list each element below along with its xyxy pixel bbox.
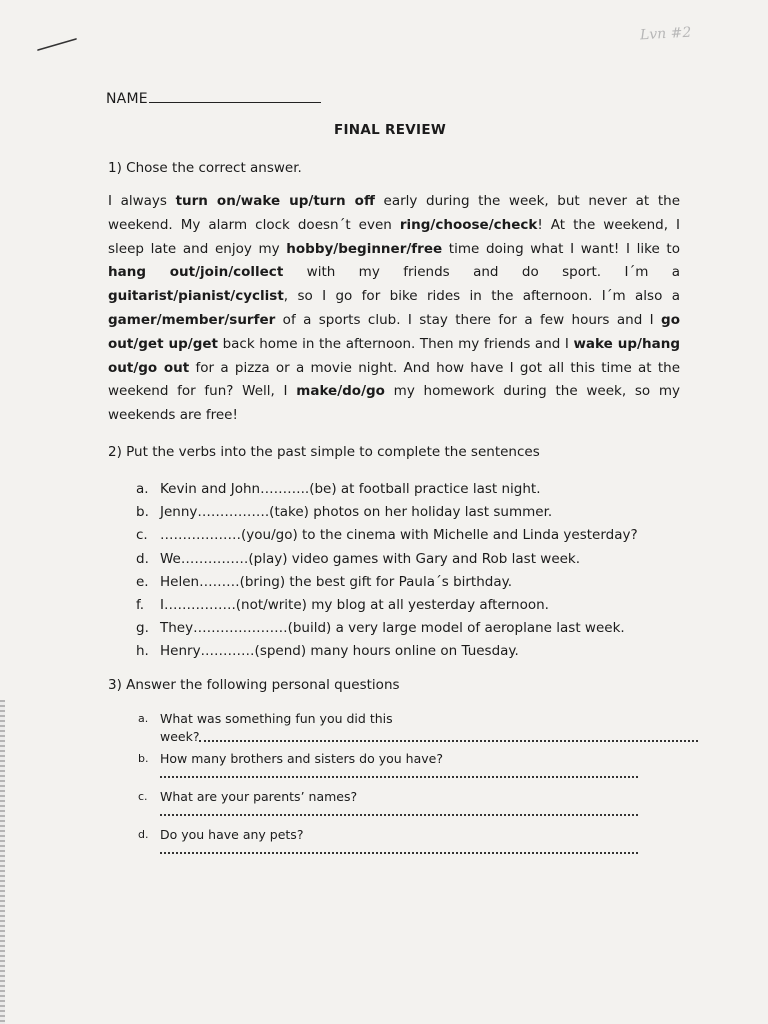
exercise-item — [136, 571, 638, 594]
item-sentence[interactable]: Henry…………(spend) many hours online on Tuesday. — [160, 643, 519, 660]
item-letter: c. — [136, 527, 148, 544]
name-blank-line[interactable] — [149, 90, 321, 103]
section3-heading: 3) Answer the following personal questions — [108, 677, 400, 693]
choice-option[interactable]: ring/choose/check — [399, 216, 538, 233]
choice-option[interactable]: make/do/go — [296, 383, 385, 400]
item-letter: d. — [136, 550, 149, 567]
section1-heading: 1) Chose the correct answer. — [108, 160, 302, 176]
section2-list — [136, 478, 638, 664]
choice-option[interactable]: guitarist/pianist/cyclist — [108, 288, 284, 305]
exercise-item — [136, 501, 638, 524]
exercise-item — [136, 478, 638, 501]
item-sentence[interactable]: Helen………(bring) the best gift for Paula´s birthday. — [160, 573, 512, 590]
question-item — [138, 710, 698, 750]
paragraph-text: time doing what I want! I like to — [442, 240, 680, 257]
paragraph-text: ! At the weekend, I sleep late and enjoy my — [108, 216, 681, 257]
question-letter: c. — [138, 790, 148, 803]
page-title: FINAL REVIEW — [333, 122, 447, 138]
item-letter: h. — [136, 643, 149, 660]
choice-option[interactable]: go out/get up/get — [108, 311, 680, 352]
question-item — [138, 788, 698, 826]
exercise-item — [136, 594, 638, 617]
paragraph-text: my homework during the week, so my weekends are free! — [108, 383, 680, 424]
pencil-stroke-mark — [36, 36, 80, 54]
question-text: What are your parents’ names? — [160, 789, 358, 804]
paragraph-text: back home in the afternoon. Then my friends and I — [218, 335, 574, 352]
paragraph-text: for a pizza or a movie night. And how have I got all this time at the weekend for fun? Well, I — [108, 359, 681, 400]
exercise-item — [136, 524, 638, 547]
exercise-item — [136, 548, 638, 571]
item-letter: b. — [136, 504, 149, 521]
answer-line[interactable] — [160, 844, 638, 854]
binding-edge — [0, 700, 5, 1024]
answer-line[interactable] — [199, 740, 698, 742]
question-item — [138, 750, 698, 788]
item-letter: a. — [136, 481, 149, 497]
choice-option[interactable]: turn on/wake up/turn off — [175, 193, 375, 209]
section2-heading: 2) Put the verbs into the past simple to complete the sentences — [108, 444, 540, 460]
item-letter: e. — [136, 573, 149, 590]
paragraph-text: early during the week, but never at the weekend. My alarm clock doesn´t even — [108, 193, 680, 233]
question-letter: a. — [138, 712, 149, 725]
choice-option[interactable]: gamer/member/surfer — [108, 311, 276, 328]
question-text: How many brothers and sisters do you have? — [160, 751, 443, 766]
name-label: NAME — [106, 91, 148, 107]
section3-list — [138, 710, 698, 864]
answer-line[interactable] — [160, 768, 638, 778]
answer-line[interactable] — [160, 806, 638, 816]
item-sentence[interactable]: I…………….(not/write) my blog at all yesterday afternoon. — [160, 597, 549, 614]
item-sentence[interactable]: Jenny…………….(take) photos on her holiday last summer. — [160, 504, 553, 521]
question-text: What was something fun you did this — [160, 711, 393, 726]
choice-option[interactable]: hang out/join/collect — [108, 264, 284, 281]
exercise-item — [136, 617, 638, 640]
question-text-continued: week? — [160, 729, 200, 744]
exercise-item — [136, 640, 638, 663]
item-sentence[interactable]: They…………………(build) a very large model of aeroplane last week. — [160, 620, 625, 637]
paragraph-text: of a sports club. I stay there for a few hours and I — [275, 311, 662, 328]
item-sentence[interactable]: ………………(you/go) to the cinema with Michelle and Linda yesterday? — [160, 527, 638, 544]
choice-option[interactable]: hobby/beginner/free — [286, 240, 443, 257]
item-letter: g. — [136, 620, 149, 637]
pencil-corner-note: Lvn #2 — [639, 24, 692, 44]
question-item — [138, 826, 698, 864]
item-sentence[interactable]: We……………(play) video games with Gary and Rob last week. — [160, 550, 581, 567]
name-field[interactable] — [106, 90, 321, 107]
question-letter: d. — [138, 828, 149, 841]
paragraph-text: , so I go for bike rides in the afternoon. I´m also a — [283, 288, 680, 305]
section1-paragraph — [108, 190, 680, 428]
question-letter: b. — [138, 752, 149, 765]
paragraph-text: with my friends and do sport. I´m a — [283, 264, 680, 281]
item-letter: f. — [136, 597, 145, 614]
question-text: Do you have any pets? — [160, 827, 304, 842]
paragraph-text: I always — [108, 193, 176, 209]
choice-option[interactable]: wake up/hang out/go out — [108, 335, 680, 376]
item-sentence[interactable]: Kevin and John………..(be) at football practice last night. — [160, 481, 541, 497]
